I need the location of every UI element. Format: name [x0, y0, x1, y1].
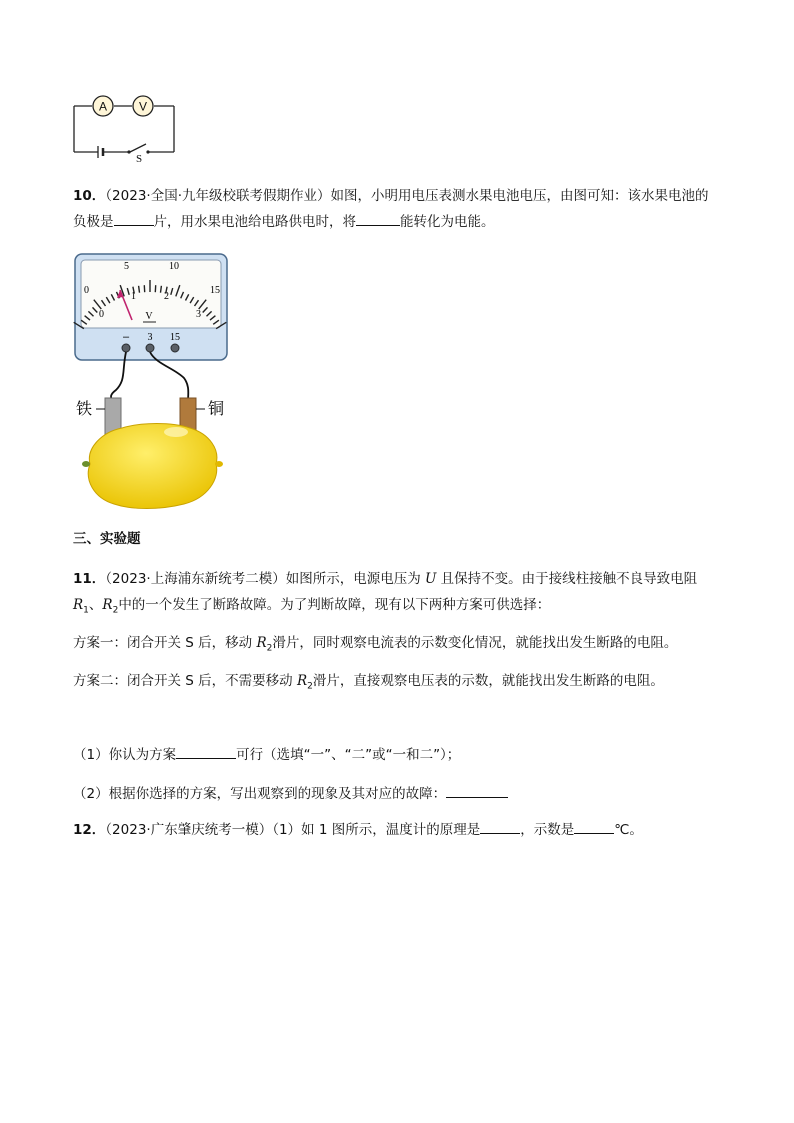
plan-one: 方案一：闭合开关 S 后，移动 $R_2$滑片，同时观察电流表的示数变化情况，就能找出发生断路的电阻。: [73, 635, 678, 654]
unit-label: V: [145, 311, 153, 322]
terminal-knob: [146, 344, 154, 352]
answer-blank[interactable]: [480, 821, 520, 834]
section-heading: 三、实验题: [73, 531, 141, 547]
terminal-label: 15: [170, 332, 180, 343]
dial-tick: [139, 286, 140, 293]
terminal-label: –: [122, 331, 130, 343]
sub-question-2: （2）根据你选择的方案，写出观察到的现象及其对应的故障：: [73, 781, 723, 807]
voltmeter-figure-svg: [72, 252, 237, 512]
scale-bottom-label: 1: [131, 291, 136, 302]
terminal-label: 3: [147, 332, 153, 343]
scale-top-label: 0: [84, 285, 89, 296]
answer-blank[interactable]: [446, 785, 508, 798]
question-source: （2023·上海浦东新统考二模）: [105, 571, 286, 587]
question-number: 11: [73, 571, 92, 587]
circuit-diagram: [70, 92, 180, 162]
scale-bottom-label: 2: [164, 291, 169, 302]
voltmeter-label: V: [138, 99, 148, 114]
answer-blank[interactable]: [176, 746, 236, 759]
plan-two: 方案二：闭合开关 S 后，不需要移动 $R_2$滑片，直接观察电压表的示数，就能找出发生断路的电阻。: [73, 673, 664, 692]
scale-bottom-label: 3: [196, 309, 201, 320]
scale-top-label: 5: [124, 261, 129, 272]
iron-label: 铁: [76, 399, 93, 418]
circuit-svg: [70, 92, 180, 162]
sub-question-1: （1）你认为方案 可行（选填“一”、“二”或“一和二”）；: [73, 747, 461, 763]
lemon: [88, 424, 217, 509]
dial-tick: [161, 286, 162, 293]
scale-top-label: 10: [169, 261, 179, 272]
terminal-knob: [171, 344, 179, 352]
answer-blank[interactable]: [114, 213, 154, 226]
answer-blank[interactable]: [574, 821, 614, 834]
fruit-battery-figure: [72, 252, 237, 512]
switch-label: S: [135, 153, 143, 162]
question-11: 11．（2023·上海浦东新统考二模）如图所示，电源电压为 U 且保持不变。由于接线柱接触不良导致电阻 $R_1$、$R_2$中的一个发生了断路故障。为了判断故障，现有以下两种方案可供选择：: [73, 571, 698, 616]
question-number: 10: [73, 188, 92, 204]
ammeter-label: A: [98, 99, 108, 114]
copper-label: 铜: [208, 399, 225, 418]
scale-top-label: 15: [210, 285, 220, 296]
terminal-knob: [122, 344, 130, 352]
question-source: （2023·全国·九年级校联考假期作业）: [105, 188, 331, 204]
answer-blank[interactable]: [356, 213, 400, 226]
question-10: 10．（2023·全国·九年级校联考假期作业）如图，小明用电压表测水果电池电压，由图可知：该水果电池的 负极是 片，用水果电池给电路供电时，将 能转化为电能。: [73, 188, 709, 230]
question-number: 12: [73, 822, 92, 838]
question-12: 12．（2023·广东肇庆统考一模）（1）如 1 图所示，温度计的原理是 ，示数是 ℃。: [73, 822, 643, 838]
question-source: （2023·广东肇庆统考一模）: [105, 822, 273, 838]
scale-bottom-label: 0: [99, 309, 104, 320]
